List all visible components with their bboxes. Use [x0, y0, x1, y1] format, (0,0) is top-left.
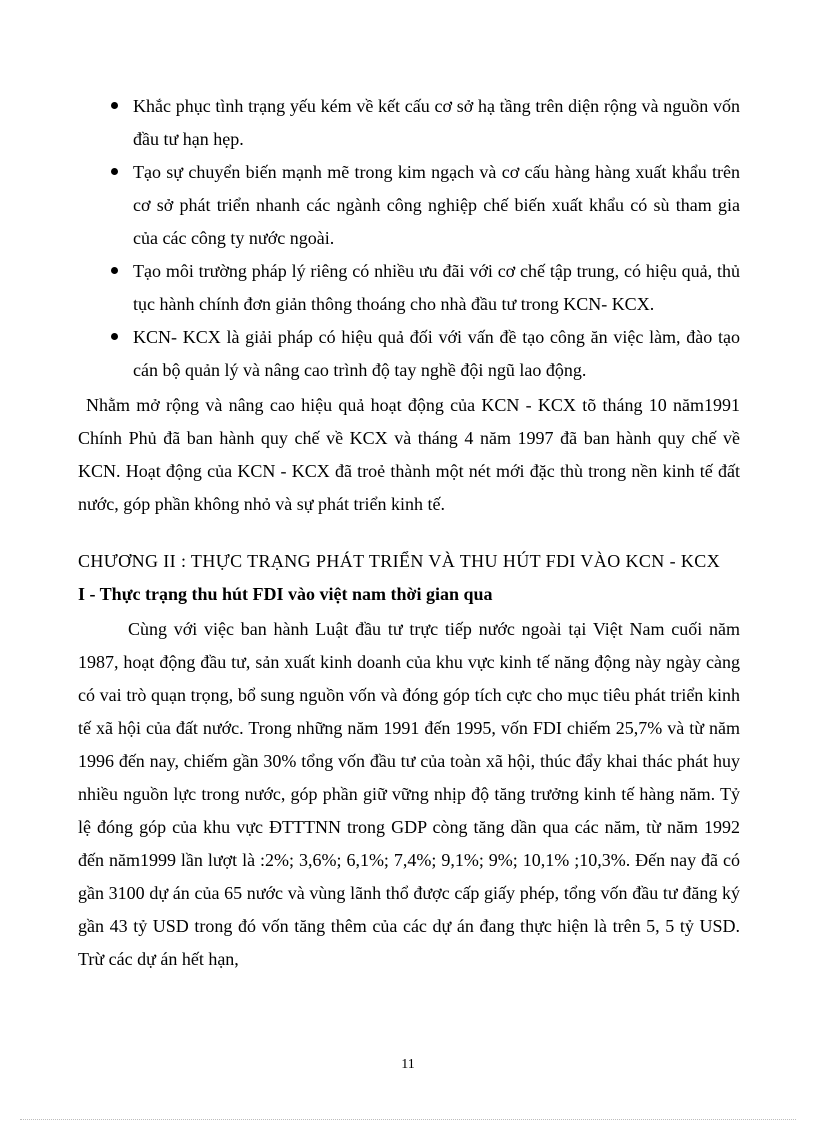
bullet-text: Tạo môi trường pháp lý riêng có nhiều ưu đãi với cơ chế tập trung, có hiệu quả, thủ tục hành chính đơn giản thông thoáng cho nhà đầu tư trong KCN- KCX. — [133, 261, 740, 314]
page-content — [78, 90, 740, 976]
bullet-dot-icon — [111, 267, 118, 274]
bullet-dot-icon — [111, 168, 118, 175]
bullet-text: KCN- KCX là giải pháp có hiệu quả đối với vấn đề tạo công ăn việc làm, đào tạo cán bộ quản lý và nâng cao trình độ tay nghề đội ngũ lao động. — [133, 327, 740, 380]
bullet-dot-icon — [111, 102, 118, 109]
footer-divider — [20, 1119, 796, 1120]
bullet-text: Tạo sự chuyển biến mạnh mẽ trong kim ngạch và cơ cấu hàng hàng xuất khẩu trên cơ sở phát triển nhanh các ngành công nghiệp chế biến xuất khẩu có sù tham gia của các công ty nước ngoài. — [133, 162, 740, 248]
page-number: 11 — [401, 1057, 415, 1072]
bullet-item — [78, 90, 740, 156]
bullet-text: Khắc phục tình trạng yếu kém về kết cấu cơ sở hạ tầng trên diện rộng và nguồn vốn đầu tư hạn hẹp. — [133, 96, 740, 149]
bullet-dot-icon — [111, 333, 118, 340]
chapter-title: CHƯƠNG II : THỰC TRẠNG PHÁT TRIỂN VÀ THU HÚT FDI VÀO KCN - KCX — [78, 551, 721, 571]
bullet-item — [78, 255, 740, 321]
intro-paragraph: Nhằm mở rộng và nâng cao hiệu quả hoạt động của KCN - KCX tõ tháng 10 năm1991 Chính Phủ đã ban hành quy chế về KCX và tháng 4 năm 1997 đã ban hành quy chế về KCN. Hoạt động của KCN - KCX đã troẻ thành một nét mới đặc thù trong nền kinh tế đất nước, góp phần không nhỏ và sự phát triển kinh tế. — [78, 395, 740, 514]
bullet-item — [78, 156, 740, 255]
body-paragraph: Cùng với việc ban hành Luật đầu tư trực tiếp nước ngoài tại Việt Nam cuối năm 1987, hoạt động đầu tư, sản xuất kinh doanh của khu vực kinh tế năng động này ngày càng có vai trò quạn trọng, bổ sung nguồn vốn và đóng góp tích cực cho mục tiêu phát triển kinh tế xã hội của đất nước. Trong những năm 1991 đến 1995, vốn FDI chiếm 25,7% và từ năm 1996 đến nay, chiếm gần 30% tổng vốn đầu tư của toàn xã hội, thúc đẩy khai thác phát huy nhiều nguồn lực trong nước, góp phần giữ vững nhịp độ tăng trưởng kinh tế hàng năm. Tỷ lệ đóng góp của khu vực ĐTTTNN trong GDP còng tăng dần qua các năm, từ năm 1992 đến năm1999 lần lượt là :2%; 3,6%; 6,1%; 7,4%; 9,1%; 9%; 10,1% ;10,3%. Đến nay đã có gần 3100 dự án của 65 nước và vùng lãnh thổ được cấp giấy phép, tổng vốn đầu tư đăng ký gần 43 tỷ USD trong đó vốn tăng thêm của các dự án đang thực hiện là trên 5, 5 tỷ USD. Trừ các dự án hết hạn, — [78, 619, 740, 969]
bullet-item — [78, 321, 740, 387]
bullet-list — [78, 90, 740, 387]
section-title: I - Thực trạng thu hút FDI vào việt nam thời gian qua — [78, 584, 493, 604]
